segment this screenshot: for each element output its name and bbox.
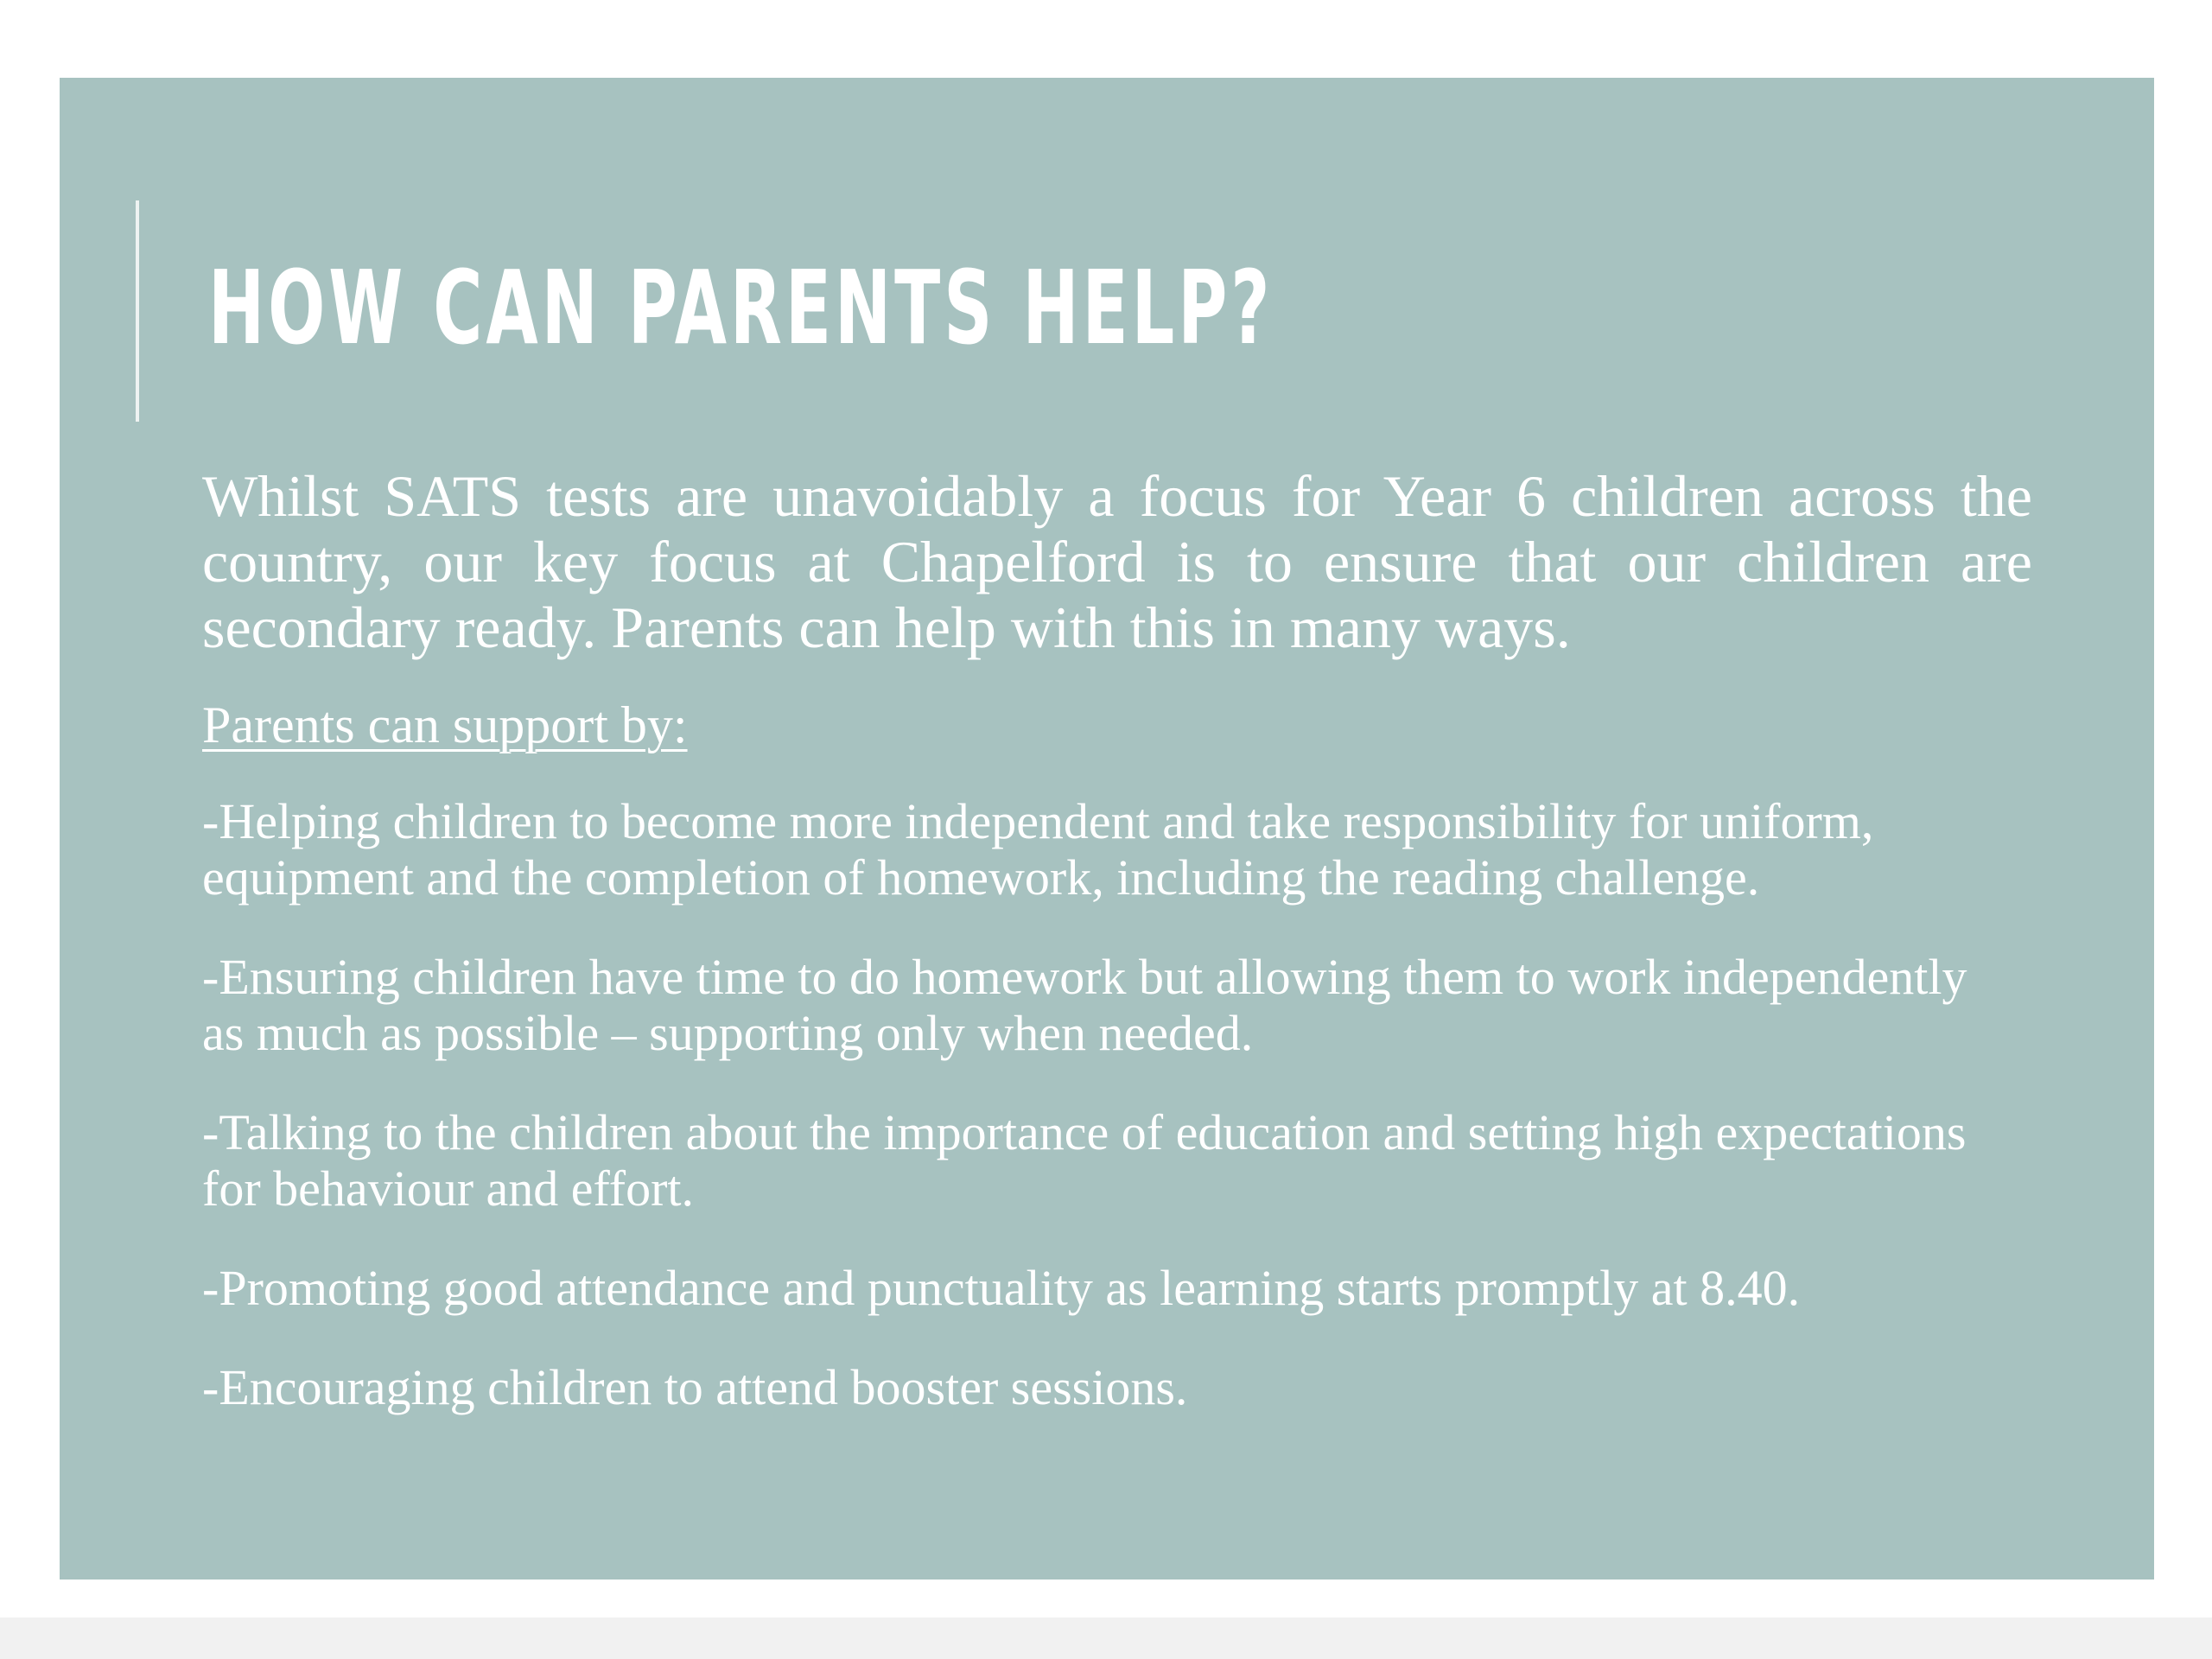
support-list (202, 793, 2032, 1415)
support-item: -Promoting good attendance and punctuality as learning starts promptly at 8.40. (202, 1260, 1801, 1316)
slide-content (202, 463, 2032, 1459)
title-accent-bar (136, 200, 139, 422)
support-item: -Talking to the children about the importance of education and setting high expectations for behaviour and effort. (202, 1104, 1967, 1217)
support-heading: Parents can support by: (202, 696, 688, 753)
slide (60, 78, 2154, 1580)
support-item: -Encouraging children to attend booster sessions. (202, 1359, 1188, 1415)
slide-title: HOW CAN PARENTS HELP? (208, 248, 1274, 367)
support-item: -Helping children to become more independent and take responsibility for uniform, equipment and the completion of homework, including the reading challenge. (202, 793, 1874, 906)
support-item: -Ensuring children have time to do homework but allowing them to work independently as much as possible – supporting only when needed. (202, 949, 1967, 1061)
intro-paragraph: Whilst SATS tests are unavoidably a focus for Year 6 children across the country, our key focus at Chapelford is to ensure that our children are secondary ready. Parents can help with this in many ways. (202, 463, 2032, 660)
viewer-bottom-strip (0, 1618, 2212, 1659)
